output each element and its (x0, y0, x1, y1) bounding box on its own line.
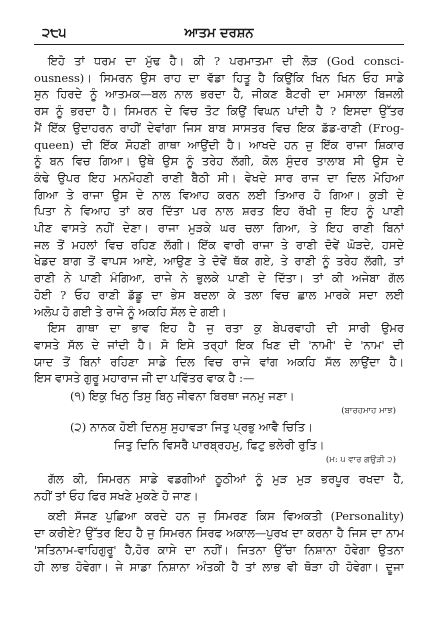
verse-two (34, 418, 404, 467)
verse-source: (ਬਾਰਹਮਾਹ ਮਾਝ) (341, 406, 396, 417)
verse-line: ਜਿਤੁ ਦਿਨਿ ਵਿਸਰੈ ਪਾਰਬ੍ਰਹਮੁ, ਫਿਟੁ ਭਲੇਰੀ ਰੁਤਿ। (114, 438, 325, 453)
text-line: ਅਲੋਪ ਹੋ ਗਈ ਤੇ ਰਾਜੇ ਨੂੰ ਅਕਹਿ ਸੱਲ ਦੇ ਗਈ। (34, 304, 227, 319)
text-line: ਸੁਨ ਹਿਰਦੇ ਨੂੰ ਆਤਮਕ—ਬਲ ਨਾਲ ਭਰਦਾ ਹੈ, ਜੀਕਣ ਬੈਟਰੀ ਦਾ ਮਸਾਲਾ ਬਿਜਲੀ (34, 87, 404, 102)
text-line: ਪੀਣ ਵਾਸਤੇ ਨਹੀਂ ਦੇਣਾ। ਰਾਜਾ ਮੁੜਕੇ ਘਰ ਚਲਾ ਗਿਆ, ਤੇ ਇਹ ਰਾਣੀ ਬਿਨਾਂ (34, 221, 404, 236)
text-line: ਨੂੰ ਬਨ ਵਿਚ ਗਿਆ। ਉਥੇ ਉਸ ਨੂੰ ਤਰੇਹ ਲੱਗੀ, ਕੋਲ ਸੁੰਦਰ ਤਾਲਾਬ ਸੀ ਉਸ ਦੇ (34, 154, 404, 169)
text-line: ਇਸ ਗਾਥਾ ਦਾ ਭਾਵ ਇਹ ਹੈ ਜੁ ਰਤਾ ਕੁ ਬੇਪਰਵਾਹੀ ਦੀ ਸਾਰੀ ਉਮਰ (48, 321, 404, 336)
text-line: ਪਿਤਾ ਨੇ ਵਿਆਹ ਤਾਂ ਕਰ ਦਿੱਤਾ ਪਰ ਨਾਲ ਸ਼ਰਤ ਇਹ ਰੱਖੀ ਜੁ ਇਹ ਨੂੰ ਪਾਣੀ (34, 204, 404, 219)
text-line: ਰਾਣੀ ਨੇ ਪਾਣੀ ਮੰਗਿਆ, ਰਾਜੇ ਨੇ ਭੁਲਕੇ ਪਾਣੀ ਦੇ ਦਿੱਤਾ। ਤਾਂ ਕੀ ਅਜੇਬਾ ਗੱਲ (34, 271, 404, 286)
text-line: ਖੇਡਦ ਬਾਗ ਤੋਂ ਵਾਪਸ ਆਏ, ਆਉਣ ਤੇ ਦੋਵੇਂ ਥੱਕ ਗਏ, ਤੇ ਰਾਣੀ ਨੂੰ ਤਰੇਹ ਲੱਗੀ, ਤਾਂ (34, 254, 404, 269)
text-line: ਕਈ ਸੱਜਣ ਪੁਛਿਆ ਕਰਦੇ ਹਨ ਜੁ ਸਿਮਰਣ ਕਿਸ ਵਿਅਕਤੀ (Personality) (48, 509, 404, 524)
running-title: ਆਤਮ ਦਰਸ਼ਨ (184, 26, 254, 41)
text-line: ਜਲ ਤੋਂ ਮਹਲਾਂ ਵਿਚ ਰਹਿਣ ਲੱਗੀ। ਇੱਕ ਵਾਰੀ ਰਾਜਾ ਤੇ ਰਾਣੀ ਦੋਵੇਂ ਘੋੜਦੇ, ਹਸਦੇ (34, 237, 404, 252)
text-line: ਵਾਸਤੇ ਸੱਲ ਦੇ ਜਾਂਦੀ ਹੈ। ਸੋ ਇਸੇ ਤਰ੍ਹਾਂ ਇਕ ਖਿਣ ਦੀ 'ਨਾਮੀ' ਦੇ 'ਨਾਮ' ਦੀ (34, 337, 404, 352)
text-line: ਯਾਦ ਤੋਂ ਬਿਨਾਂ ਰਹਿਣਾ ਸਾਡੇ ਦਿਲ ਵਿਚ ਰਾਜੇ ਵਾਂਗ ਅਕਹਿ ਸੱਲ ਲਾਉਂਦਾ ਹੈ। (34, 354, 404, 369)
text-line: ਹੀ ਲਾਭ ਹੋਵੇਗਾ। ਜੇ ਸਾਡਾ ਨਿਸ਼ਾਨਾ ਅੰਤਕੀ ਹੈ ਤਾਂ ਲਾਭ ਵੀ ਥੋੜਾ ਹੀ ਹੋਵੇਗਾ। ਦੂਜਾ (34, 559, 404, 574)
text-line: ਕੰਢੇ ਉਪਰ ਇਹ ਮਨਮੋਹਣੀ ਰਾਣੀ ਬੈਠੀ ਸੀ। ਵੇਖਦੇ ਸਾਰ ਰਾਜ ਦਾ ਦਿਲ ਮੋਹਿਆ (34, 170, 404, 185)
text-line: ਰਸ ਨੂੰ ਭਰਦਾ ਹੈ। ਸਿਮਰਨ ਦੇ ਵਿਚ ਤੋਟ ਕਿਉਂ ਵਿਘਨ ਪਾਂਦੀ ਹੈ ? ਇਸਦਾ ਉੱਤਰ (34, 104, 404, 119)
verse-source: (ਮ: ੫ ਵਾਰ ਗਉੜੀ ੨) (325, 455, 396, 466)
text-line: ਦਾ ਕਰੀਏ? ਉੱਤਰ ਇਹ ਹੈ ਜੁ ਸਿਮਰਨ ਸਿਰਫ ਅਕਾਲ—ਪੁਰਖ ਦਾ ਕਰਨਾ ਹੈ ਜਿਸ ਦਾ ਨਾਮ (34, 526, 404, 541)
text-line: 'ਸਤਿਨਾਮ-ਵਾਹਿਗੁਰੂ' ਹੈ,ਹੋਰ ਕਾਸੇ ਦਾ ਨਹੀਂ। ਜਿਤਨਾ ਉੱਚਾ ਨਿਸ਼ਾਨਾ ਹੋਵੇਗਾ ਉਤਨਾ (34, 542, 404, 557)
text-line: ousness)। ਸਿਮਰਨ ਉਸ ਰਾਹ ਦਾ ਵੱਡਾ ਹਿਤੂ ਹੈ ਕਿਉਂਕਿ ਖਿਨ ਖਿਨ ਓਹ ਸਾਡੇ (34, 70, 404, 85)
text-line: ਨਹੀਂ ਤਾਂ ਓਹ ਫਿਰ ਸਖਣੇ ਮੁਕਣੇ ਹੋ ਜਾਣ। (34, 488, 199, 503)
paragraph-personality (34, 508, 404, 575)
text-line: ਹੋਈ ? ਓਹ ਰਾਣੀ ਡੱਡੂ ਦਾ ਭੇਸ ਬਦਲਾ ਕੇ ਤਲਾ ਵਿਚ ਛਾਲ ਮਾਰਕੇ ਸਦਾ ਲਈ (34, 287, 404, 302)
paragraph-frog-queen (34, 53, 404, 320)
verse-one (34, 387, 404, 418)
text-line: ਇਸ ਵਾਸਤੇ ਗੁਰੂ ਮਹਾਰਾਜ ਜੀ ਦਾ ਪਵਿੱਤਰ ਵਾਕ ਹੈ :— (34, 371, 255, 386)
verse-line: (੧) ਇਕੁ ਖਿਨੁ ਤਿਸੁ ਬਿਨੁ ਜੀਵਨਾ ਬਿਰਥਾ ਜਨਮੁ ਜਣਾ। (70, 389, 295, 404)
paragraph-meaning (34, 320, 404, 387)
page-header (34, 24, 404, 45)
paragraph-simran (34, 471, 404, 504)
text-line: ਮੈਂ ਇੱਕ ਉਦਾਹਰਨ ਰਾਹੀਂ ਦੇਵਾਂਗਾ ਜਿਸ ਬਾਬ ਸਾਸਤਰ ਵਿਚ ਇਕ ਡੱਡ-ਰਾਣੀ (Frog- (34, 120, 404, 135)
text-line: queen) ਦੀ ਇੱਕ ਸੋਹਣੀ ਗਾਥਾ ਆਉਂਦੀ ਹੈ। ਆਖਦੇ ਹਨ ਜੁ ਇੱਕ ਰਾਜਾ ਸ਼ਿਕਾਰ (34, 137, 404, 152)
text-line: ਇਹੋ ਤਾਂ ਧਰਮ ਦਾ ਮੁੱਢ ਹੈ। ਕੀ ? ਪਰਮਾਤਮਾ ਦੀ ਲੋੜ (God consci- (48, 54, 404, 68)
text-line: ਗੱਲ ਕੀ, ਸਿਮਰਨ ਸਾਡੇ ਵਡਗੀਆਂ ਠੂਠੀਆਂ ਨੂੰ ਮੁੜ ਮੁੜ ਭਰਪੂਰ ਰਖਦਾ ਹੈ, (48, 472, 404, 487)
text-line: ਗਿਆ ਤੇ ਰਾਜਾ ਉਸ ਦੇ ਨਾਲ ਵਿਆਹ ਕਰਨ ਲਈ ਤਿਆਰ ਹੋ ਗਿਆ। ਕੁੜੀ ਦੇ (34, 187, 404, 202)
page-number: ੨੮੫ (42, 26, 67, 41)
verse-line: (੨) ਨਾਨਕ ਹੋਈ ਦਿਨਸੁ ਸੁਹਾਵੜਾ ਜਿਤੁ ਪ੍ਰਭੁ ਆਵੈ ਚਿਤਿ। (70, 420, 313, 435)
